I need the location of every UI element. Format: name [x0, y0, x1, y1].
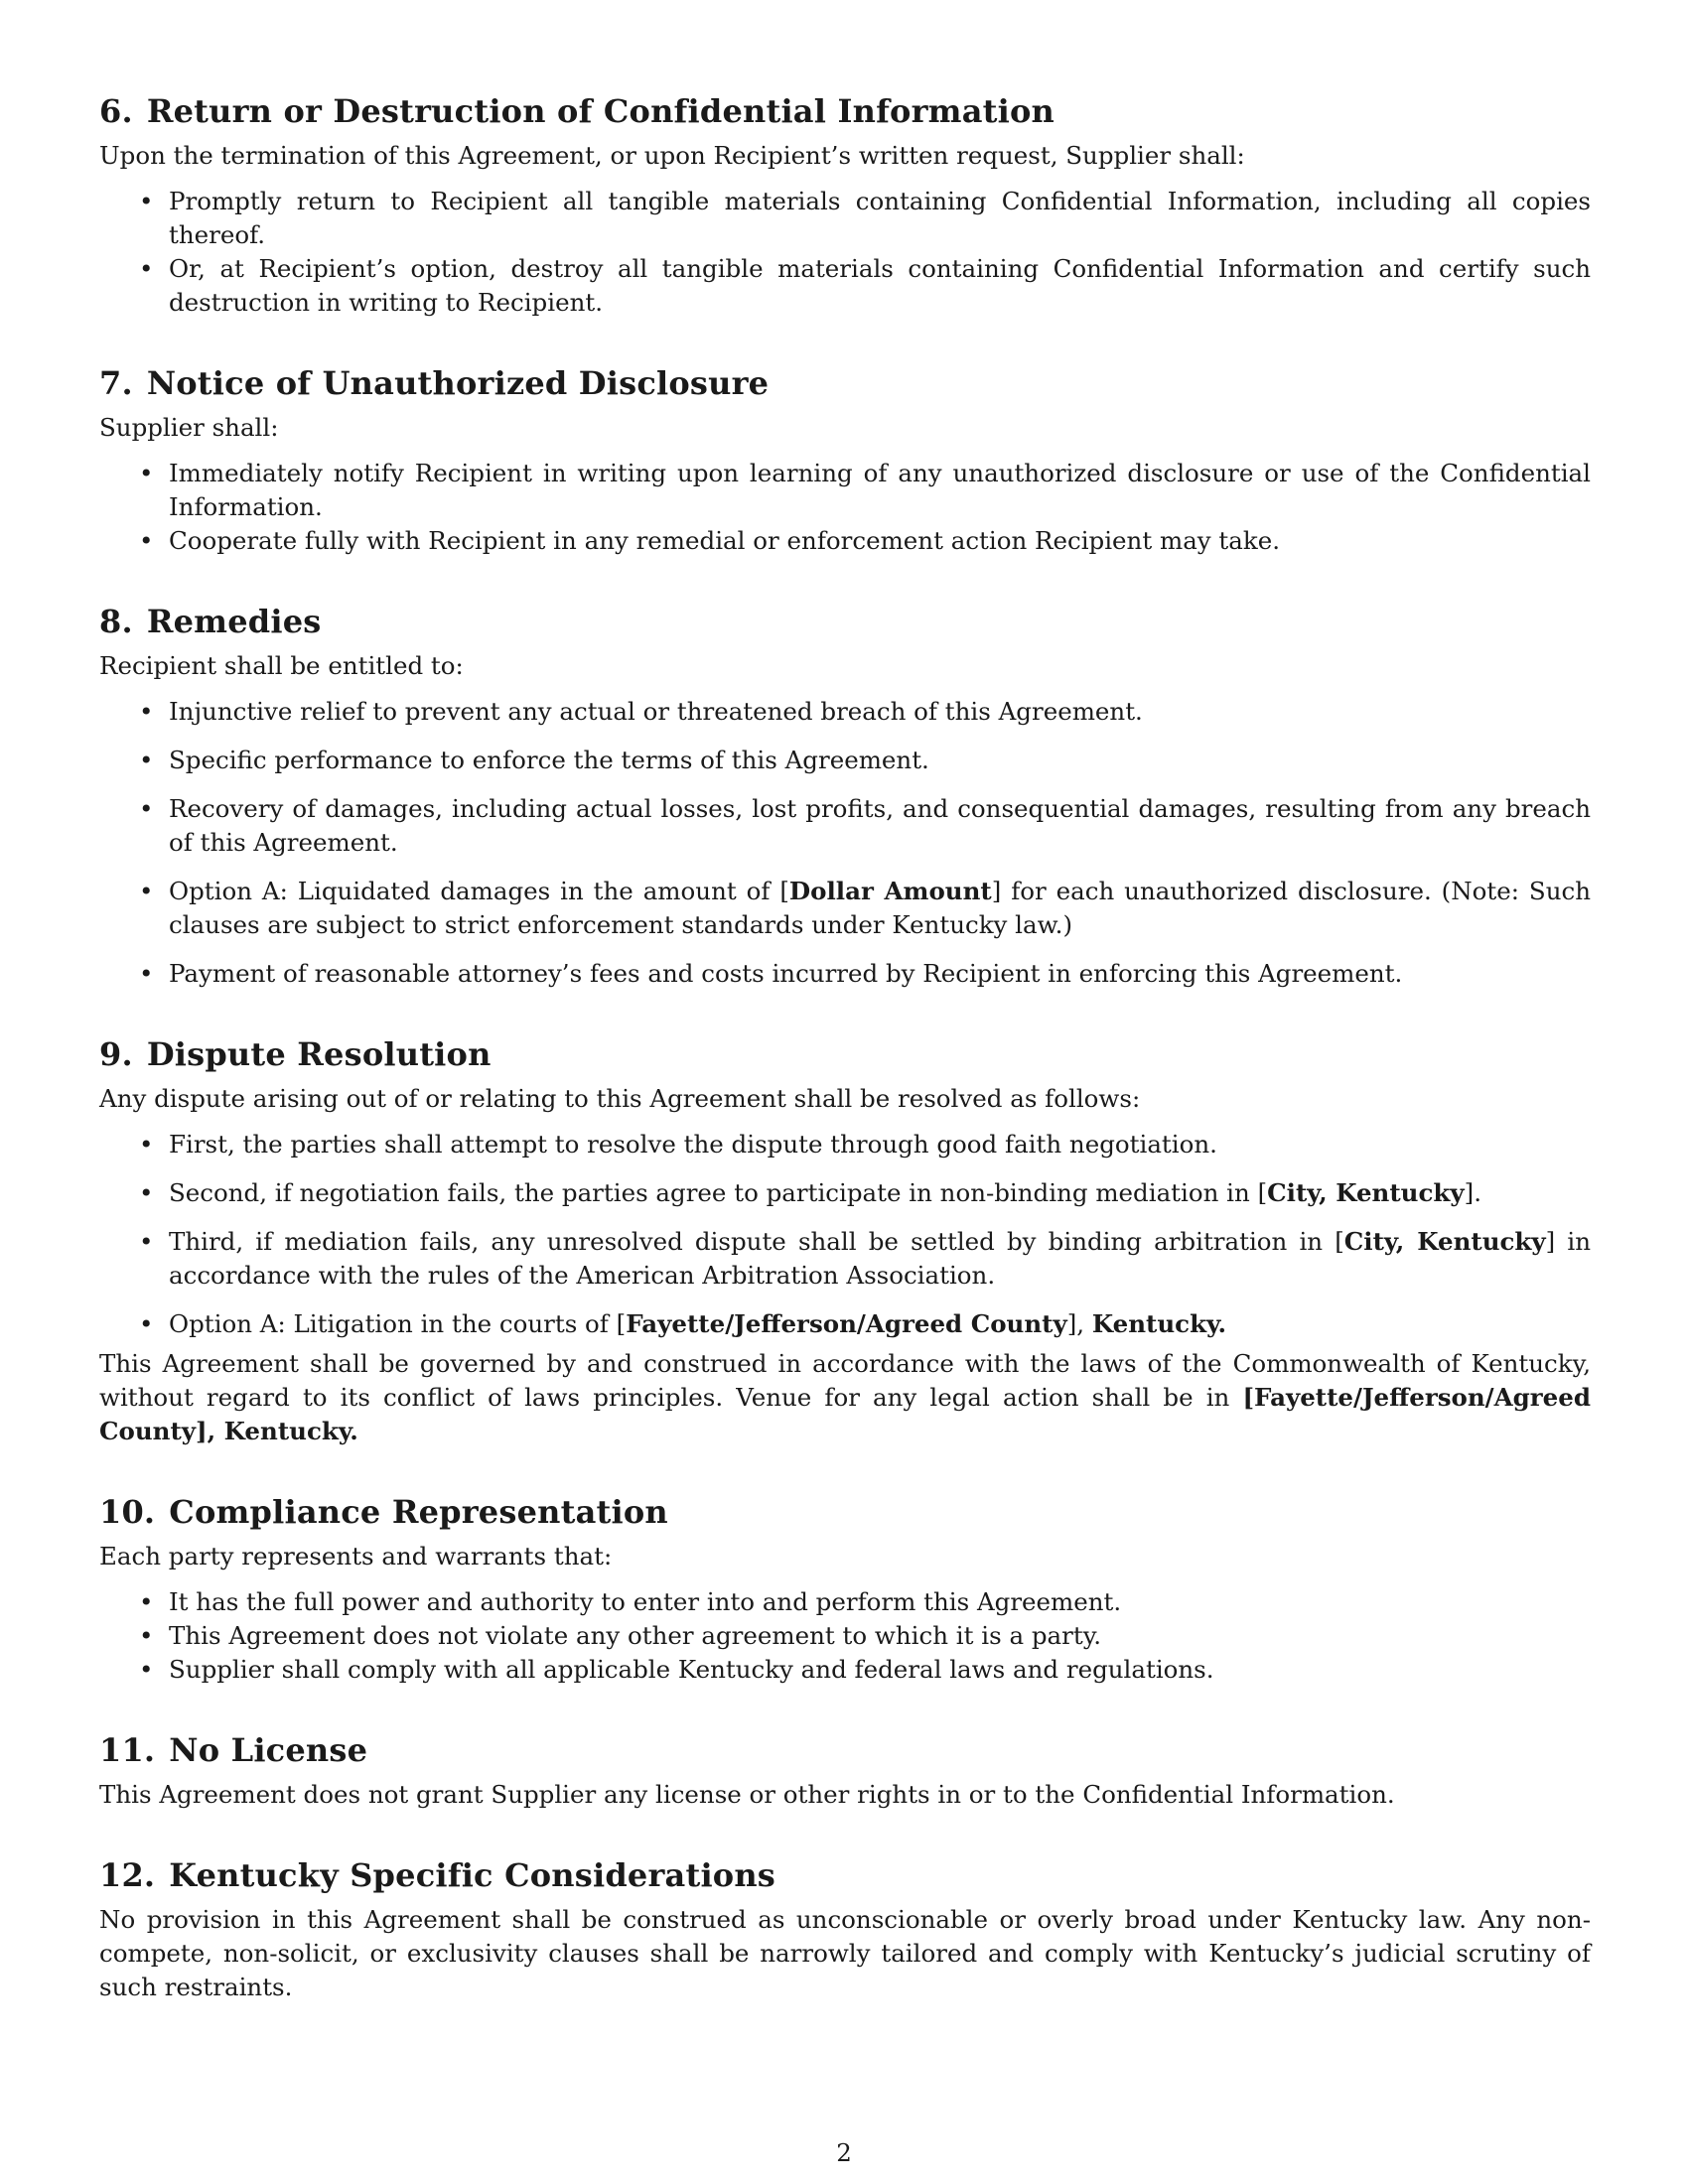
section-number: 9. [99, 1035, 133, 1073]
list-item: • It has the full power and authority to enter into and perform this Agreement. [99, 1585, 1591, 1619]
text-segment: ] for each unauthorized disclosure. (Note: Such clauses are subject to strict enforcement standards under Kentucky law.) [169, 877, 1591, 939]
text-segment-bold: Kentucky. [1091, 1309, 1227, 1338]
placeholder-city: City, Kentucky [1267, 1178, 1465, 1207]
section-number: 10. [99, 1493, 156, 1531]
text-segment: ]. [1464, 1178, 1481, 1207]
section-number: 12. [99, 1856, 156, 1894]
placeholder-county: Fayette/Jefferson/Agreed County [626, 1309, 1067, 1338]
list-item: • Promptly return to Recipient all tangible materials containing Confidential Information, including all copies thereof. [99, 185, 1591, 252]
list-item: • Injunctive relief to prevent any actual or threatened breach of this Agreement. [99, 695, 1591, 729]
section-number: 7. [99, 364, 133, 402]
text-segment: Option A: Liquidated damages in the amount of [ [169, 877, 789, 905]
section-9 [99, 1034, 1591, 1448]
placeholder-venue: [Fayette/Jefferson/Agreed County], Kentucky. [99, 1383, 1591, 1445]
placeholder-city: City, Kentucky [1343, 1227, 1546, 1256]
section-number: 11. [99, 1731, 156, 1769]
section-title: Remedies [146, 603, 322, 640]
list-item-arbitration [99, 1225, 1591, 1293]
placeholder-dollar-amount: Dollar Amount [788, 877, 992, 905]
list-item: • Cooperate fully with Recipient in any remedial or enforcement action Recipient may take. [99, 524, 1591, 558]
section-body: No provision in this Agreement shall be construed as unconscionable or overly broad under Kentucky law. Any non-compete, non-solicit, or exclusivity clauses shall be narrowly tailored and comply with Kentucky’s judicial scrutiny of such restraints. [99, 1905, 1591, 2001]
section-title: Return or Destruction of Confidential Information [146, 92, 1055, 130]
section-heading [99, 1855, 1591, 1895]
section-8 [99, 602, 1591, 991]
text-segment: Option A: Litigation in the courts of [ [169, 1309, 627, 1338]
section-heading [99, 1492, 1591, 1532]
section-intro: Recipient shall be entitled to: [99, 651, 464, 680]
list-item: • This Agreement does not violate any other agreement to which it is a party. [99, 1619, 1591, 1653]
section-heading [99, 602, 1591, 641]
list-item: • Recovery of damages, including actual losses, lost profits, and consequential damages, resulting from any breach of this Agreement. [99, 792, 1591, 860]
text-segment: ] in accordance with the rules of the American Arbitration Association. [169, 1227, 1591, 1290]
text-segment: Second, if negotiation fails, the parties agree to participate in non-binding mediation in [ [169, 1178, 1268, 1207]
section-7 [99, 363, 1591, 558]
section-6 [99, 91, 1591, 320]
text-segment: This Agreement shall be governed by and construed in accordance with the laws of the Commonwealth of Kentucky, without regard to its conflict of laws principles. Venue for any legal action shall be in [99, 1349, 1591, 1412]
section-intro: Upon the termination of this Agreement, or upon Recipient’s written request, Supplier shall: [99, 141, 1245, 170]
section-body: This Agreement does not grant Supplier any license or other rights in or to the Confidential Information. [99, 1780, 1395, 1809]
list-item: • Payment of reasonable attorney’s fees and costs incurred by Recipient in enforcing this Agreement. [99, 957, 1591, 991]
list-item: • First, the parties shall attempt to resolve the dispute through good faith negotiation. [99, 1128, 1591, 1161]
section-title: Dispute Resolution [146, 1035, 492, 1073]
section-10 [99, 1492, 1591, 1687]
section-11 [99, 1730, 1591, 1812]
list-item: • Immediately notify Recipient in writing upon learning of any unauthorized disclosure or use of the Confidential Information. [99, 457, 1591, 524]
list-item-liquidated-damages [99, 875, 1591, 942]
text-segment: ], [1066, 1309, 1092, 1338]
text-segment: Third, if mediation fails, any unresolved dispute shall be settled by binding arbitration in [ [169, 1227, 1344, 1256]
list-item: • Supplier shall comply with all applicable Kentucky and federal laws and regulations. [99, 1653, 1591, 1687]
list-item: • Specific performance to enforce the terms of this Agreement. [99, 744, 1591, 777]
section-title: Kentucky Specific Considerations [169, 1856, 776, 1894]
section-12 [99, 1855, 1591, 2004]
section-heading [99, 363, 1591, 403]
section-heading [99, 1034, 1591, 1074]
document-page [99, 91, 1591, 2048]
section-intro: Each party represents and warrants that: [99, 1542, 613, 1570]
section-intro: Supplier shall: [99, 413, 279, 442]
list-item: • Or, at Recipient’s option, destroy all tangible materials containing Confidential Information and certify such destruction in writing to Recipient. [99, 252, 1591, 320]
section-number: 8. [99, 603, 133, 640]
section-heading [99, 1730, 1591, 1770]
section-heading [99, 91, 1591, 131]
governing-law-paragraph [99, 1347, 1591, 1448]
section-intro: Any dispute arising out of or relating to this Agreement shall be resolved as follows: [99, 1084, 1141, 1113]
list-item-litigation [99, 1307, 1591, 1341]
section-title: Compliance Representation [169, 1493, 668, 1531]
section-title: No License [169, 1731, 368, 1769]
page-number: 2 [836, 2138, 852, 2167]
section-title: Notice of Unauthorized Disclosure [146, 364, 770, 402]
section-number: 6. [99, 92, 133, 130]
list-item-mediation [99, 1176, 1591, 1210]
